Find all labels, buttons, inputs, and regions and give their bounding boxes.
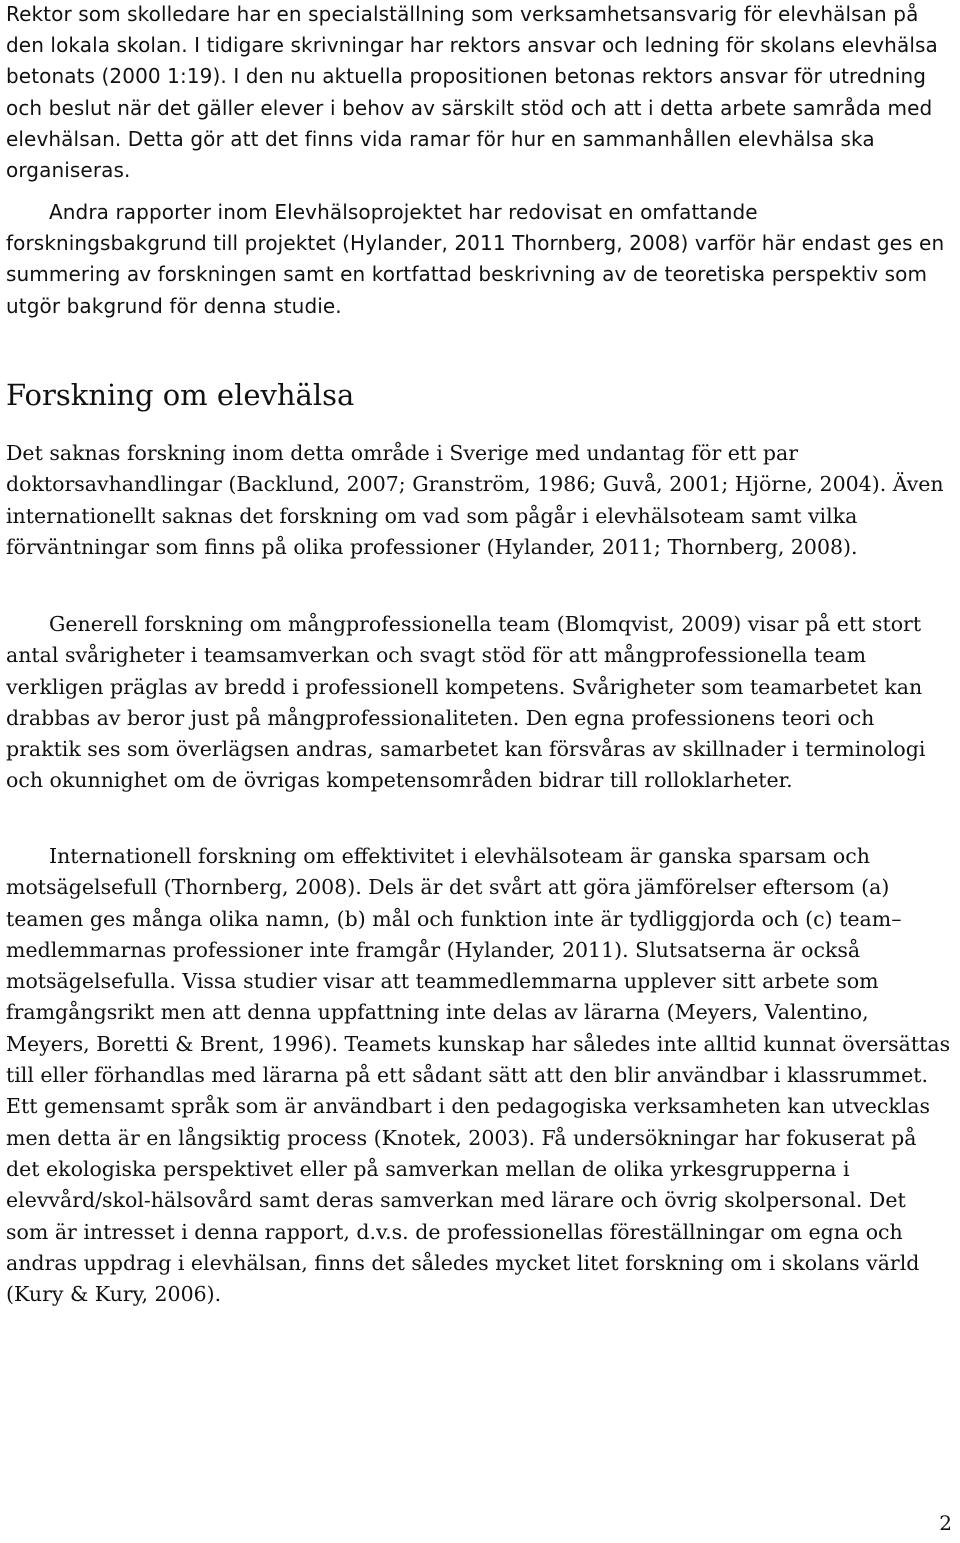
page-number: 2 (939, 1511, 952, 1535)
paragraph-saknas-forskning: Det saknas forskning inom detta område i Sverige med undantag för ett par doktorsavhandlingar (Backlund, 2007; Granström, 1986; Guvå, 2001; Hjörne, 2004). Även internationellt saknas det forskning om vad som pågår i elevhälsoteam samt vilka förväntningar som finns på olika professioner (Hylander, 2011; Thornberg, 2008). (6, 441, 944, 559)
paragraph-andra-rapporter: Andra rapporter inom Elevhälsoprojektet har redovisat en omfattande forskningsbakgrund till projektet (Hylander, 2011 Thornberg, 2008) varför här endast ges en summering av forskningen samt en kortfattad beskrivning av de teoretiska perspektiv som utgör bakgrund för denna studie. (6, 200, 945, 318)
paragraph-internationell-forskning: Internationell forskning om effektivitet i elevhälsoteam är ganska sparsam och motsägelsefull (Thornberg, 2008). Dels är det svårt att göra jämförelser eftersom (a) teamen ges många olika namn, (b) mål och funktion inte är tydliggjorda och (c) team–medlemmarnas professioner inte framgår (Hylander, 2011). Slutsatserna är också motsägelsefulla. Vissa studier visar att teammedlemmarna upplever sitt arbete som framgångsrikt men att denna uppfattning inte delas av lärarna (Meyers, Valentino, Meyers, Boretti & Brent, 1996). Teamets kunskap har således inte alltid kunnat översättas till eller förhandlas med lärarna på ett sådant sätt att den blir användbar i klassrummet. Ett gemensamt språk som är användbart i den pedagogiska verksamheten kan utvecklas men detta är en långsiktig process (Knotek, 2003). Få undersökningar har fokuserat på det ekologiska perspektivet eller på samverkan mellan de olika yrkesgrupperna i elevvård/skol-hälsovård samt deras samverkan med lärare och övrig skolpersonal. Det som är intresset i denna rapport, d.v.s. de professionellas föreställningar om egna och andras uppdrag i elevhälsan, finns det således mycket litet forskning om i skolans värld (Kury & Kury, 2006). (6, 844, 951, 1307)
section-heading: Forskning om elevhälsa (6, 378, 355, 412)
paragraph-rektor: Rektor som skolledare har en specialställning som verksamhetsansvarig för elevhälsan på den lokala skolan. I tidigare skrivningar har rektors ansvar och ledning för skolans elevhälsa betonats (2000 1:19). I den nu aktuella propositionen betonas rektors ansvar för utredning och beslut när det gäller elever i behov av särskilt stöd och att i detta arbete samråda med elevhälsan. Detta gör att det finns vida ramar för hur en sammanhållen elevhälsa ska organiseras. (6, 2, 938, 183)
paragraph-generell-forskning: Generell forskning om mångprofessionella team (Blomqvist, 2009) visar på ett stort antal svårigheter i teamsamverkan och svagt stöd för att mångprofessionella team verkligen präglas av bredd i professionell kompetens. Svårigheter som teamarbetet kan drabbas av beror just på mångprofessionaliteten. Den egna professionens teori och praktik ses som överlägsen andras, samarbetet kan försvåras av skillnader i terminologi och okunnighet om de övrigas kompetensområden bidrar till rolloklarheter. (6, 612, 926, 793)
